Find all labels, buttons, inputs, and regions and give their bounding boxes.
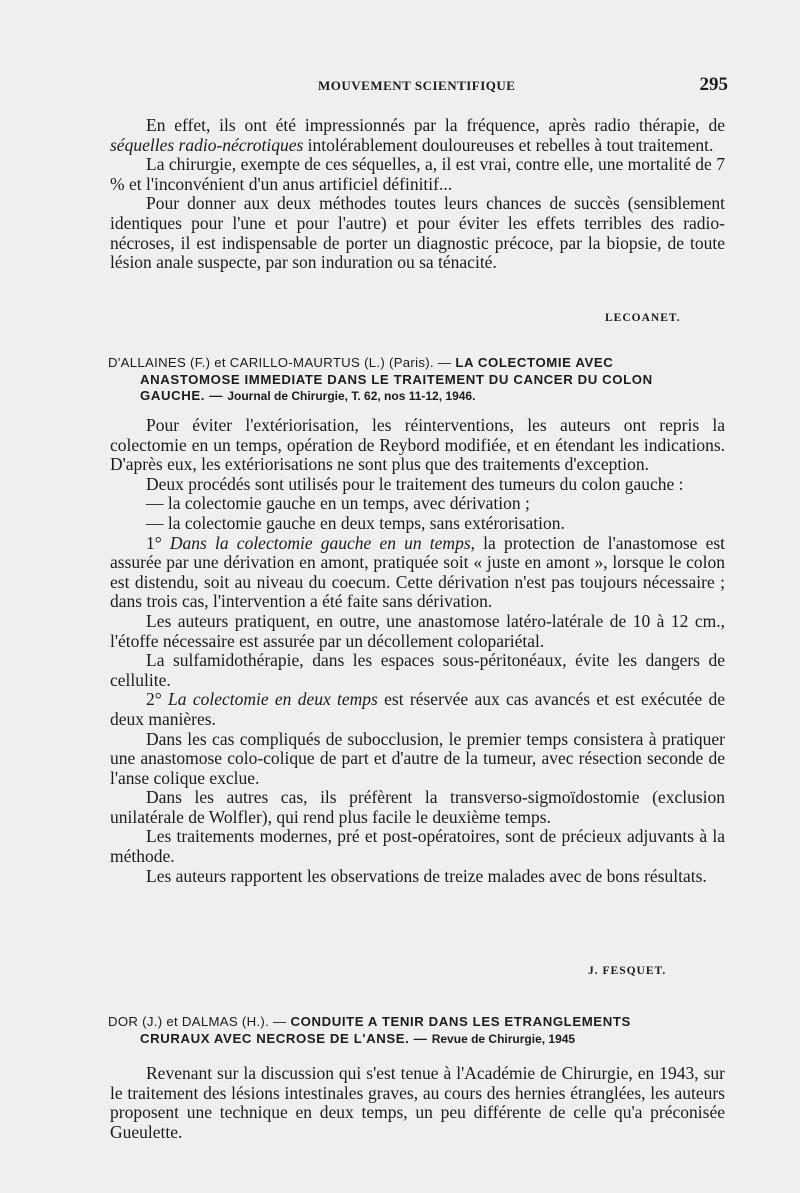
italic-text-run: La colectomie en deux temps bbox=[168, 689, 378, 710]
running-head-title: MOUVEMENT SCIENTIFIQUE bbox=[318, 78, 516, 93]
article-2-paragraph: Dans les autres cas, ils préfèrent la transverso-sigmoïdostomie (exclusion unilatérale de Wolfler), qui rend plus facile le deuxième temps. bbox=[110, 787, 725, 827]
article-2-title: LA COLECTOMIE AVEC bbox=[455, 355, 614, 370]
article-2-authors: D'ALLAINES (F.) et CARILLO-MAURTUS (L.) (Paris). — bbox=[108, 355, 456, 370]
article-1-paragraph bbox=[110, 116, 725, 155]
article-1-paragraph: Pour donner aux deux méthodes toutes leurs chances de succès (sensiblement identiques pour l'une et pour l'autre) et pour éviter les effets terribles des radio-nécroses, il est indispensable de porter un diagnostic précoce, par la biopsie, de toute lésion anale suspecte, par son induration ou sa ténacité. bbox=[110, 193, 725, 273]
article-2-journal: Journal de Chirurgie, T. 62, nos 11-12, 1946. bbox=[227, 389, 476, 403]
article-3-heading bbox=[108, 1014, 728, 1047]
article-1-body bbox=[110, 116, 725, 273]
italic-text-run: Dans la colectomie gauche en un temps bbox=[169, 532, 471, 553]
article-2-paragraph: Deux procédés sont utilisés pour le traitement des tumeurs du colon gauche : bbox=[146, 473, 684, 494]
article-2-signature: J. FESQUET. bbox=[588, 965, 667, 977]
article-3-paragraph: Revenant sur la discussion qui s'est tenue à l'Académie de Chirurgie, en 1943, sur le traitement des lésions intestinales graves, au cours des hernies étranglées, les auteurs proposent une technique en deux temps, un peu différente de celle qu'a préconisée Gueulette. bbox=[110, 1063, 725, 1142]
article-2-paragraph: Les auteurs rapportent les observations de treize malades avec de bons résultats. bbox=[146, 865, 707, 886]
article-2-paragraph: Les auteurs pratiquent, en outre, une anastomose latéro-latérale de 10 à 12 cm., l'étoffe nécessaire est assurée par un décollement colopariétal. bbox=[110, 610, 725, 651]
article-1-signature: LECOANET. bbox=[605, 312, 681, 324]
article-2-heading bbox=[108, 355, 728, 405]
article-2-title: ANASTOMOSE IMMEDIATE DANS LE TRAITEMENT DU CANCER DU COLON bbox=[140, 371, 653, 387]
article-2-title-line bbox=[108, 388, 728, 405]
text-run: intolérablement douloureuses et rebelles à tout traitement. bbox=[303, 134, 714, 155]
text-run: 1° bbox=[146, 532, 170, 553]
text-run: , la protection de l'anastomose est assurée par une dérivation en amont, pratiquée soit « juste en amont », lorsque le colon est distendu, soit au niveau du coecum. Cette dérivation n'est pas toujours nécessaire ; dans trois cas, l'intervention a été faite sans dérivation. bbox=[110, 532, 726, 612]
italic-text-run: séquelles radio-nécrotiques bbox=[110, 134, 304, 155]
article-2-paragraph: La sulfamidothérapie, dans les espaces sous-péritonéaux, évite les dangers de cellulite. bbox=[110, 650, 725, 690]
article-3-body bbox=[110, 1064, 725, 1142]
running-head bbox=[0, 74, 800, 98]
article-2-list-item: — la colectomie gauche en deux temps, sans extérorisation. bbox=[146, 512, 565, 533]
text-run: En effet, ils ont été impressionnés par la fréquence, après radio thérapie, de bbox=[146, 115, 725, 135]
article-2-body bbox=[110, 416, 725, 886]
text-run: 2° bbox=[146, 689, 169, 710]
article-3-authors: DOR (J.) et DALMAS (H.). — bbox=[108, 1014, 291, 1029]
article-2-paragraph: Les traitements modernes, pré et post-opératoires, sont de précieux adjuvants à la méthode. bbox=[110, 826, 725, 867]
article-3-title: CRURAUX AVEC NECROSE DE L'ANSE. — bbox=[140, 1030, 432, 1046]
article-3-journal: Revue de Chirurgie, 1945 bbox=[431, 1031, 576, 1046]
page-number: 295 bbox=[699, 74, 728, 95]
text-run: est réservée aux cas avancés et est exécutée de deux manières. bbox=[110, 689, 725, 729]
article-2-paragraph: Dans les cas compliqués de subocclusion, le premier temps consistera à pratiquer une anastomose colo-colique de part et d'autre de la tumeur, avec résection seconde de l'anse colique exclue. bbox=[110, 728, 725, 788]
article-2-paragraph bbox=[110, 534, 725, 612]
article-2-paragraph bbox=[110, 690, 725, 729]
article-3-title: CONDUITE A TENIR DANS LES ETRANGLEMENTS bbox=[290, 1014, 631, 1029]
article-3-title-line bbox=[108, 1031, 728, 1048]
article-2-title: GAUCHE. — bbox=[140, 388, 228, 403]
article-2-paragraph: Pour éviter l'extériorisation, les réinterventions, les auteurs ont repris la colectomie en un temps, opération de Reybord modifiée, et en étendant les indications. D'après eux, les extériorisations ne sont plus que des traitements d'exception. bbox=[110, 415, 725, 475]
article-1-paragraph: La chirurgie, exempte de ces séquelles, a, il est vrai, contre elle, une mortalité de 7 % et l'inconvénient d'un anus artificiel définitif... bbox=[110, 154, 725, 194]
article-2-list-item: — la colectomie gauche en un temps, avec dérivation ; bbox=[146, 493, 530, 514]
